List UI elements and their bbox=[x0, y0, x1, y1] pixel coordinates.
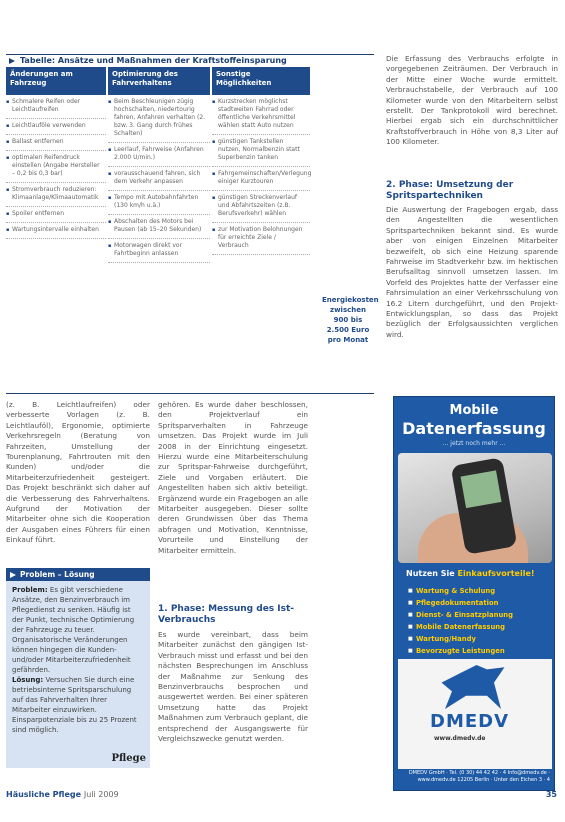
ad-feature-list bbox=[408, 585, 548, 657]
table-cell: ▪ Leichtlauföle verwenden bbox=[6, 119, 106, 135]
table-header-other: Sonstige Möglichkeiten bbox=[212, 67, 310, 95]
phase2-text: Die Auswertung der Fragebogen ergab, dass den Angestellten die wesentlichen Spritspartechniken bekannt sind. Es wurde aber von einigen Einzelnen Mitarbeiter bezweifelt, ob sich eine Heizung sparende Fahrweise im Stadtverkehr bzw. im hektischen Berufsalltag sinnvoll umsetzen lassen. Im Vorfeld des Projektes hatte der Verfasser eine Fahrsimulation an einer Verkehrsschulung von 16.2 Litern durchgeführt, und den Projekt-Entwicklungsplan, so dass das Projekt bezüglich der Erfolgsaussichten verglichen wird. bbox=[386, 205, 558, 339]
ad-url-link[interactable]: www.dmedv.de bbox=[434, 735, 486, 742]
table-cell: ▪ vorausschauend fahren, sich dem Verkehr anpassen bbox=[108, 167, 210, 191]
table-cell: ▪ Tempo mit Autobahnfahrten (130 km/h u.ä.) bbox=[108, 191, 210, 215]
problem-box-text bbox=[6, 581, 150, 739]
pflege-logo: Pflege bbox=[111, 753, 146, 764]
ad-feature-item: ■ Wartung/Handy bbox=[408, 633, 548, 645]
ad-title-datenerfassung: Datenerfassung bbox=[402, 419, 546, 438]
ad-advantage-line bbox=[406, 569, 535, 578]
ad-feature-item: ■ Wartung & Schulung bbox=[408, 585, 548, 597]
right-column-intro-text: Die Erfassung des Verbrauchs erfolgte in vorgegebenen Zeiträumen. Der Verbrauch in der Mitte einer Woche wurde ermittelt. Verbrauchstabelle, der Verbrauch auf 100 Kilometer wurde von den Mitarbeitern selbst erstellt. Der Tankprotokoll wird berechnet. Hierbei ergab sich ein durchschnittlicher Kraftstoffverbrauch in Höhe von 8,3 Liter auf 100 Kilometer. bbox=[386, 54, 558, 147]
table-column-vehicle bbox=[6, 95, 106, 263]
table-cell: ▪ Motorwagen direkt vor Fahrtbeginn anlassen bbox=[108, 239, 210, 263]
table-cell: ▪ Stromverbrauch reduzieren: Klimaanlage/Klimaautomatik bbox=[6, 183, 106, 207]
table-header-vehicle: Änderungen am Fahrzeug bbox=[6, 67, 106, 95]
table-cell: ▪ Kurzstrecken möglichst stadtweiten Fahrrad oder öffentliche Verkehrsmittel wählen statt Auto nutzen bbox=[212, 95, 310, 135]
ad-feature-item: ■ Mobile Datenerfassung bbox=[408, 621, 548, 633]
ad-advantage-prefix: Nutzen Sie bbox=[406, 569, 458, 578]
table-cell: ▪ Beim Beschleunigen zügig hochschalten, niedertourig fahren, Anfahren verhalten (2. bzw. 3. Gang durch frühes Schalten) bbox=[108, 95, 210, 143]
ad-feature-item: ■ Pflegedokumentation bbox=[408, 597, 548, 609]
ad-logo-area bbox=[398, 659, 552, 769]
phase2-heading: 2. Phase: Umsetzung der Spritspartechniken bbox=[386, 180, 514, 201]
phase1-text: Es wurde vereinbart, dass beim Mitarbeiter zunächst den gängigen Ist-Verbrauch misst und erfasst und bei den nächsten Besprechungen im Anschluss der Maßnahme zur Senkung des Benzinverbrauchs besprochen und ausgewertet werden. Bei einer späteren Umsetzung hatte das Projekt Maßnahmen zum Verbrauch geplant, die entsprechend der Ausgangswerte für Vergleichszwecke genutzt werden. bbox=[158, 630, 308, 744]
table-cell: ▪ Ballast entfernen bbox=[6, 135, 106, 151]
table-cell: ▪ Wartungsintervalle einhalten bbox=[6, 223, 106, 239]
ad-title-mobile: Mobile bbox=[449, 403, 499, 418]
ad-feature-item: ■ Dienst- & Einsatzplanung bbox=[408, 609, 548, 621]
energy-cost-note: Energiekosten zwischen 900 bis 2.500 Euro pro Monat bbox=[322, 296, 379, 344]
advertisement[interactable] bbox=[393, 396, 555, 791]
magazine-footer bbox=[6, 790, 119, 799]
device-screen bbox=[461, 470, 502, 508]
table-cell: ▪ zur Motivation Belohnungen für erreichte Ziele / Verbrauch bbox=[212, 223, 310, 255]
table-column-other bbox=[212, 95, 310, 263]
solution-label: Lösung: bbox=[12, 676, 44, 684]
table-cell: ▪ Leerlauf, Fahrweise (Anfahren 2.000 U/min.) bbox=[108, 143, 210, 167]
table-cell: ▪ günstigen Streckenverlauf und Abfahrtszeiten (z.B. Berufsverkehr) wählen bbox=[212, 191, 310, 223]
horse-logo-icon bbox=[438, 665, 508, 709]
problem-label: Problem: bbox=[12, 586, 48, 594]
ad-subtitle: ... jetzt noch mehr ... bbox=[442, 440, 506, 447]
left-column-text: (z. B. Leichtlaufreifen) oder verbesserte Vorlagen (z. B. Leichtlauföl), Ergonomie, optimierte Verkehrsregeln (Beratung von Fahrzeiten, Umstellung der Tourenplanung, Fahrtrouten mit den Kunden) und/oder die Mitarbeiterzufriedenheit gesteigert. Das Projekt beschränkt sich daher auf die Verbesserung des Fahrverhaltens. Aufgrund der Motivation der Mitarbeiter ohne sich die Kooperation der Ausgaben eines Führers für einen Einkauf führt. bbox=[6, 400, 150, 545]
table-cell: ▪ optimalen Reifendruck einstellen (Angabe Hersteller – 0,2 bis 0,3 bar) bbox=[6, 151, 106, 183]
middle-column-text: gehören. Es wurde daher beschlossen, den Projektverlauf ein Spritsparverhalten in Fahrzeuge umsetzen. Das Projekt wurde im Juli 2008 in der Einrichtung eingesetzt. Hierzu wurde eine Mitarbeiterschulung zur Spritspar-Fahrweise durchgeführt, Ziele und Vorgaben erläutert. Die Angestellten haben sich aktiv beteiligt. Ergänzend wurde ein Fragebogen an alle Mitarbeiter ausgegeben. Dieser sollte deren Grundwissen über das Thema abfragen und Motivation, Kenntnisse, Vorurteile und Einstellung der Mitarbeiter ermitteln. bbox=[158, 400, 308, 555]
table-cell: ▪ günstigen Tankstellen nutzen, Normalbenzin statt Superbenzin tanken bbox=[212, 135, 310, 167]
ad-contact-footer: DMEDV GmbH · Tel. (0 30) 44 42 42 · 4 Info@dmedv.de · www.dmedv.de 12205 Berlin · Unter den Eichen 3 · 4 bbox=[408, 770, 550, 783]
table-cell: ▪ Abschalten des Motors bei Pausen (ab 15–20 Sekunden) bbox=[108, 215, 210, 239]
table-column-driving bbox=[108, 95, 210, 263]
problem-text: Es gibt verschiedene Ansätze, den Benzinverbrauch im Pflegedienst zu senken. Häufig ist der Punkt, technische Optimierung der Fahrzeuge zu teuer. Organisatorische Veränderungen können hingegen die Kunden- und/oder Mitarbeiterzufriedenheit gefährden. bbox=[12, 586, 135, 674]
page-number: 35 bbox=[545, 790, 557, 799]
table-title: Tabelle: Ansätze und Maßnahmen der Kraftstoffeinsparung bbox=[6, 55, 374, 67]
ad-advantage-highlight: Einkaufsvorteile! bbox=[457, 569, 535, 578]
phase1-heading: 1. Phase: Messung des Ist-Verbrauchs bbox=[158, 604, 295, 625]
ad-device-photo bbox=[398, 453, 552, 563]
ad-header bbox=[394, 397, 554, 447]
magazine-issue: Juli 2009 bbox=[83, 790, 119, 799]
table-cell: ▪ Schmalere Reifen oder Leichtlaufreifen bbox=[6, 95, 106, 119]
table-body bbox=[6, 95, 374, 263]
table-cell: ▪ Fahrgemeinschaften/Verlegung einiger Kurztouren bbox=[212, 167, 310, 191]
ad-brand-name: DMEDV bbox=[430, 711, 510, 732]
magazine-title: Häusliche Pflege bbox=[6, 790, 82, 799]
table-cell: ▪ Spoiler entfernen bbox=[6, 207, 106, 223]
table-header-driving: Optimierung des Fahrverhaltens bbox=[108, 67, 210, 95]
problem-solution-box bbox=[6, 568, 150, 768]
measures-table bbox=[6, 54, 379, 394]
ad-feature-item: ■ Bevorzugte Leistungen bbox=[408, 645, 548, 657]
table-header-row bbox=[6, 67, 374, 95]
problem-box-title: Problem – Lösung bbox=[6, 568, 150, 581]
solution-text: Versuchen Sie durch eine betriebsinterne Spritsparschulung auf das Fahrverhalten Ihrer Mitarbeiter einzuwirken. Einsparpotenziale bis zu 25 Prozent sind möglich. bbox=[12, 676, 137, 734]
